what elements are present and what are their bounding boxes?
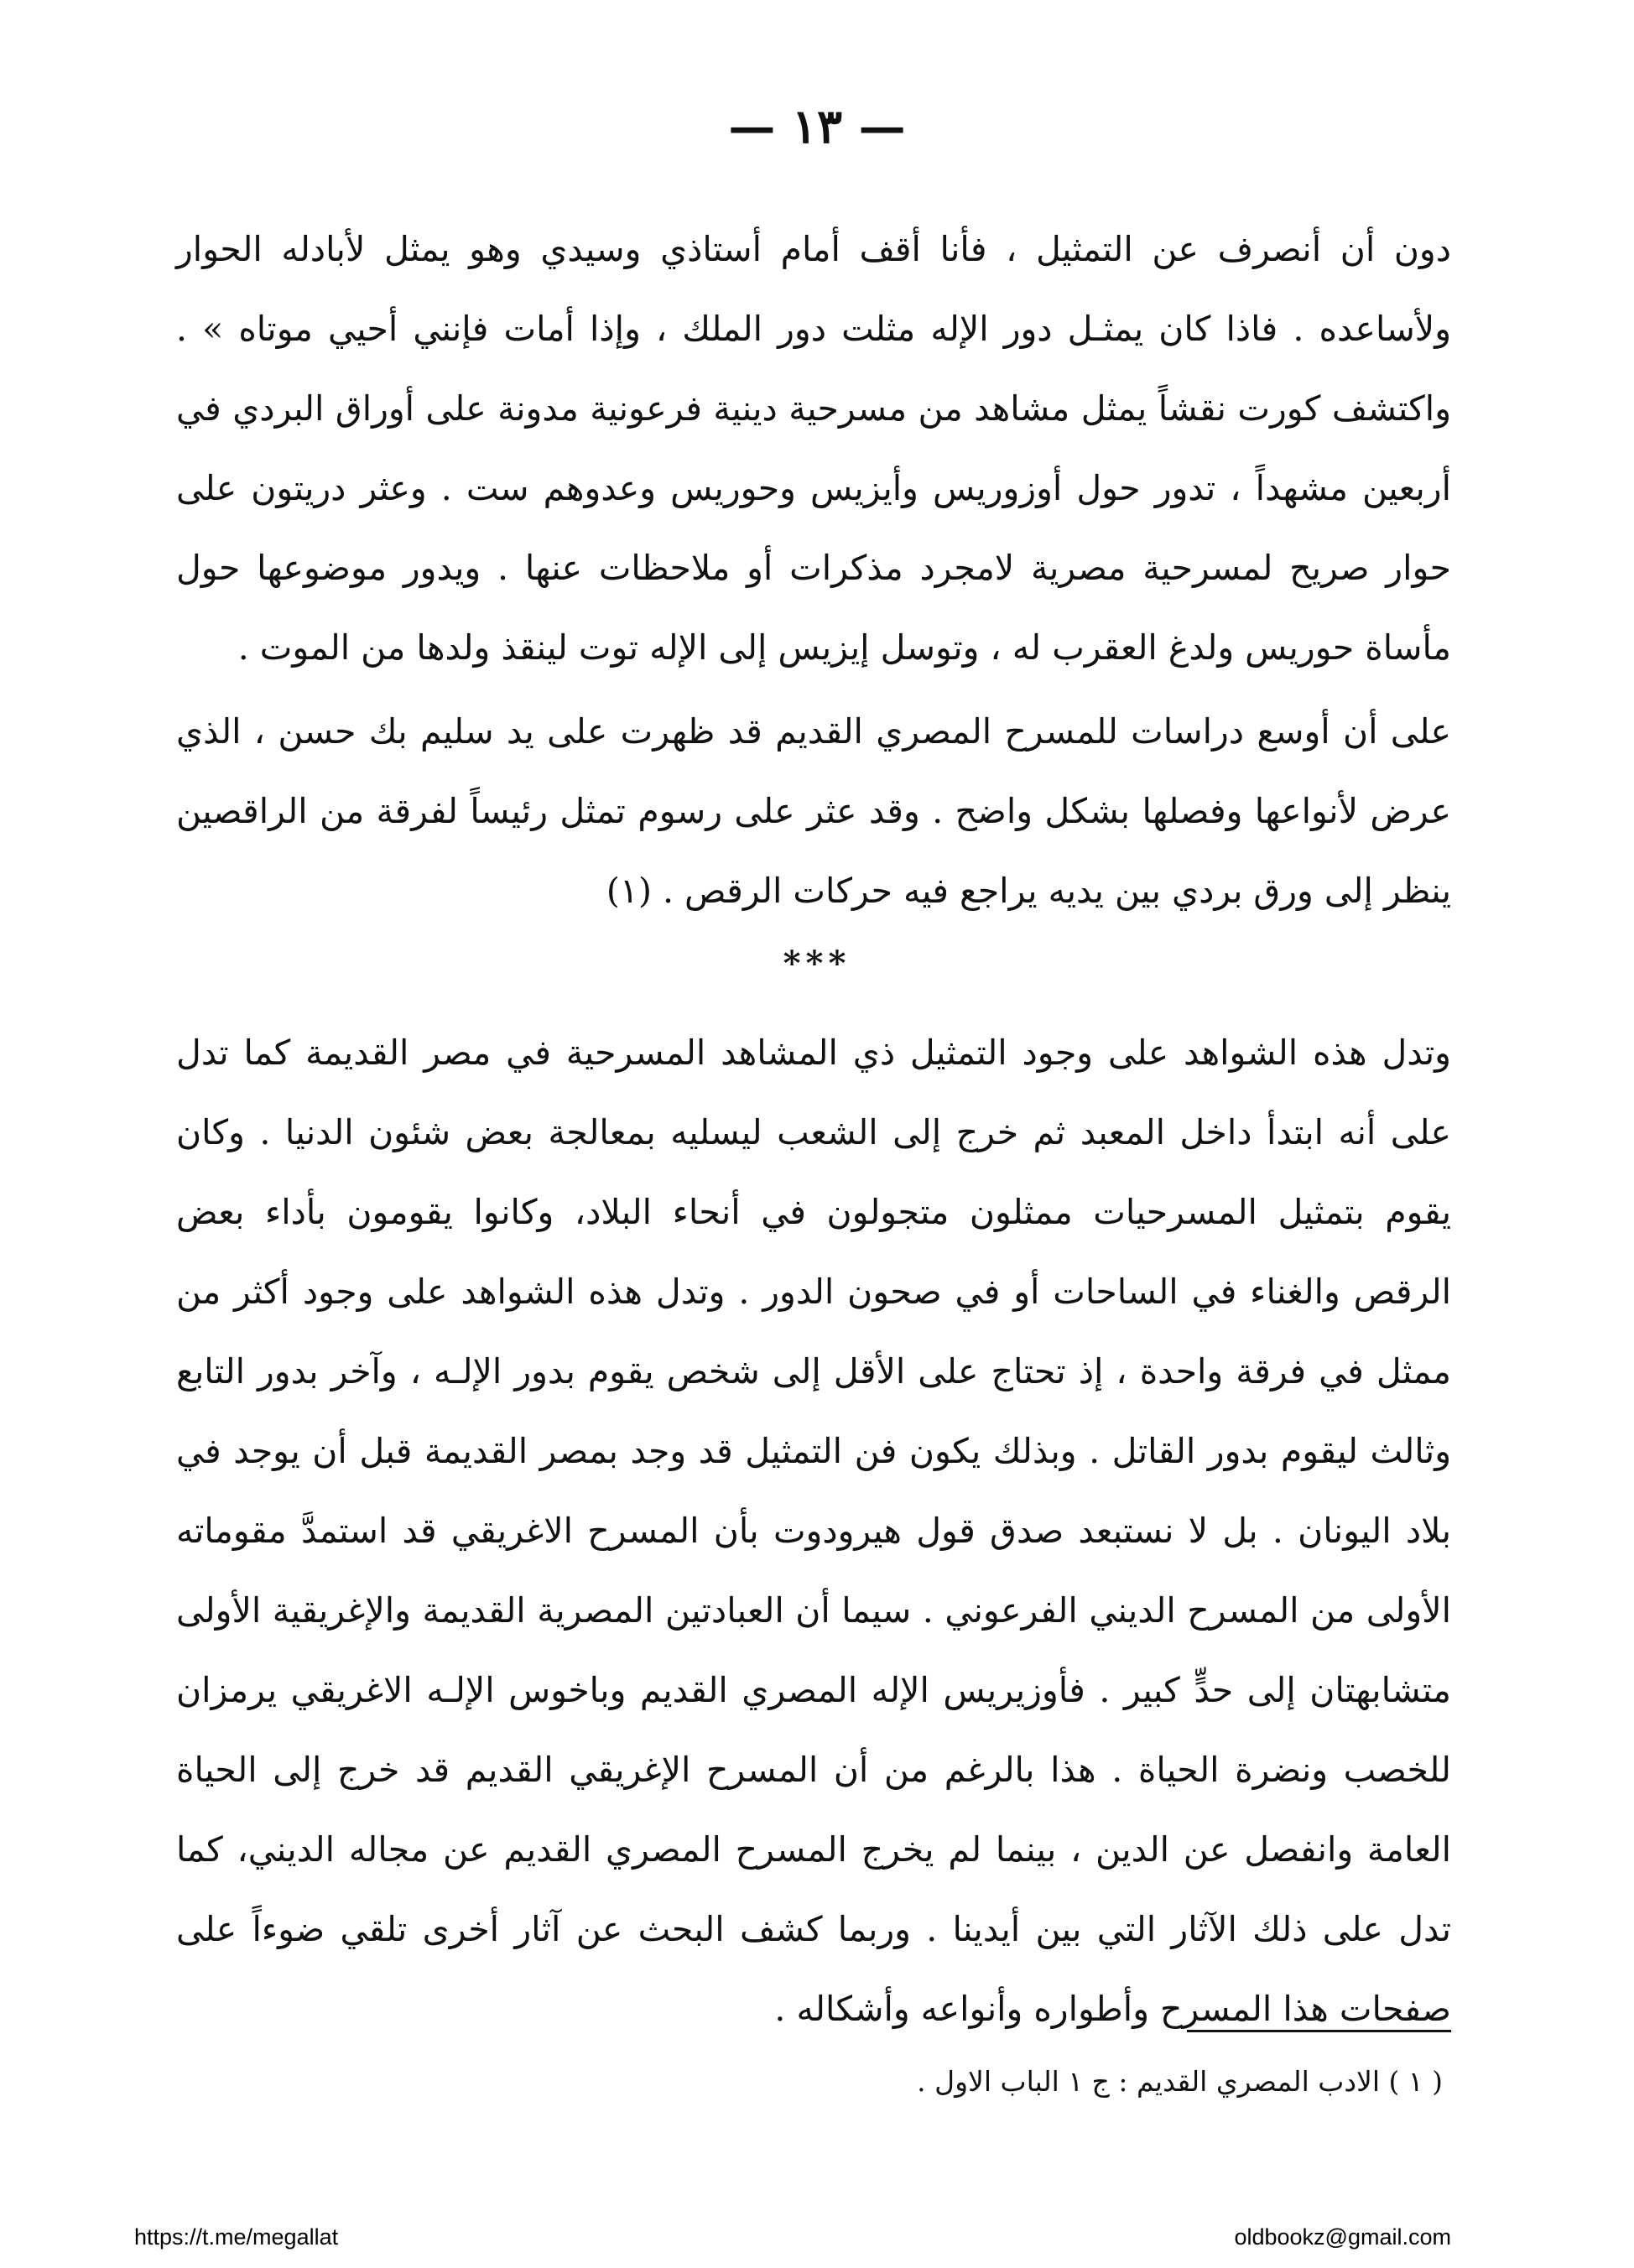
paragraph-1 xyxy=(176,210,1451,688)
paragraph-1-text: دون أن أنصرف عن التمثيل ، فأنا أقف أمام أستاذي وسيدي وهو يمثل لأبادله الحوار ولأساعده . فاذا كان يمثـل دور الإله مثلت دور الملك ، وإذا أمات فإنني أحيي موتاه » . واكتشف كورت نقشاً يمثل مشاهد من مسرحية دينية فرعونية مدونة على أوراق البردي في أربعين مشهداً ، تدور حول أوزوريس وأيزيس وحوريس وعدوهم ست . وعثر دريتون على حوار صريح لمسرحية مصرية لامجرد مذكرات أو ملاحظات عنها . ويدور موضوعها حول مأساة حوريس ولدغ العقرب له ، وتوسل إيزيس إلى الإله توت لينقذ ولدها من الموت . xyxy=(176,229,1451,668)
paragraph-3-text: وتدل هذه الشواهد على وجود التمثيل ذي المشاهد المسرحية في مصر القديمة كما تدل على أنه ابتدأ داخل المعبد ثم خرج إلى الشعب ليسليه بمعالجة بعض شئون الدنيا . وكان يقوم بتمثيل المسرحيات ممثلون متجولون في أنحاء البلاد، وكانوا يقومون بأداء بعض الرقص والغناء في الساحات أو في صحون الدور . وتدل هذه الشواهد على وجود أكثر من ممثل في فرقة واحدة ، إذ تحتاج على الأقل إلى شخص يقوم بدور الإلـه ، وآخر بدور التابع وثالث ليقوم بدور القاتل . وبذلك يكون فن التمثيل قد وجد بمصر القديمة قبل أن يوجد في بلاد اليونان . بل لا نستبعد صدق قول هيرودوت بأن المسرح الاغريقي قد استمدَّ مقوماته الأولى من المسرح الديني الفرعوني . سيما أن العبادتين المصرية القديمة والإغريقية الأولى متشابهتان إلى حدٍّ كبير . فأوزيريس الإله المصري القديم وباخوس الإلـه الاغريقي يرمزان للخصب ونضرة الحياة . هذا بالرغم من أن المسرح الإغريقي القديم قد خرج إلى الحياة العامة وانفصل عن الدين ، بينما لم يخرج المسرح المصري القديم عن مجاله الديني، كما تدل على ذلك الآثار التي بين أيدينا . وربما كشف البحث عن آثار أخرى تلقي ضوءاً على صفحات هذا المسرح وأطواره وأنواعه وأشكاله . xyxy=(176,1033,1451,2029)
paragraph-2 xyxy=(176,692,1451,931)
footer-email[interactable]: oldbookz@gmail.com xyxy=(1234,2224,1451,2250)
footnote: ( ١ ) الادب المصري القديم : ج ١ الباب الاول . xyxy=(917,2065,1443,2098)
footnote-rule xyxy=(1187,2030,1451,2032)
page-number: — ١٣ — xyxy=(728,99,906,154)
paragraph-3 xyxy=(176,1013,1451,2049)
footer-telegram-link[interactable]: https://t.me/megallat xyxy=(134,2224,339,2250)
section-separator: *** xyxy=(783,944,851,983)
paragraph-2-text: على أن أوسع دراسات للمسرح المصري القديم قد ظهرت على يد سليم بك حسن ، الذي عرض لأنواعها وفصلها بشكل واضح . وقد عثر على رسوم تمثل رئيساً لفرقة من الراقصين ينظر إلى ورق بردي بين يديه يراجع فيه حركات الرقص . (١) xyxy=(176,711,1451,911)
